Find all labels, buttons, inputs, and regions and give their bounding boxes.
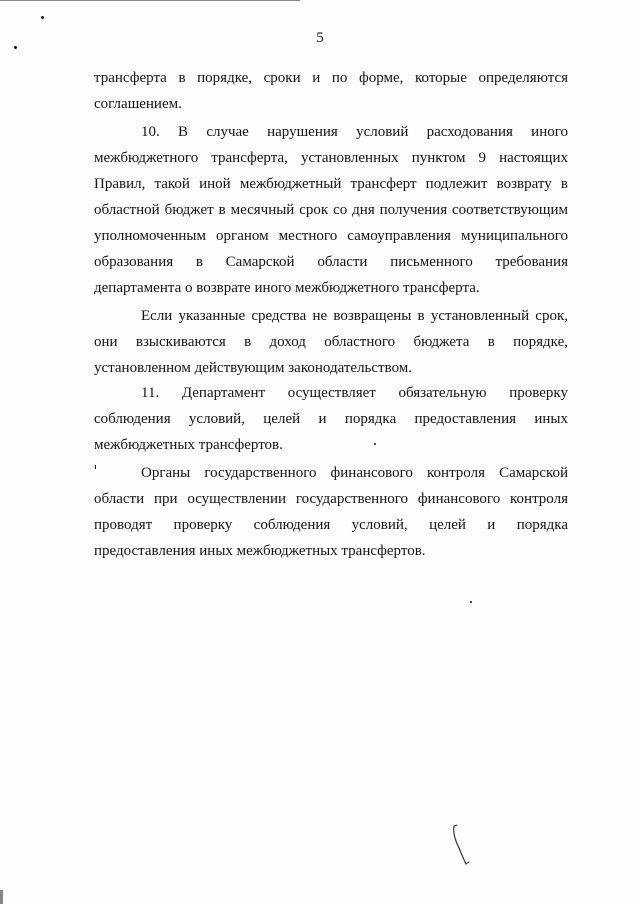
text-line: 10. В случае нарушения условий расходования иного <box>141 124 568 140</box>
scan-edge-line <box>0 890 3 904</box>
scan-dot-mark <box>41 16 44 19</box>
text-line: департамента о возврате иного межбюджетного трансферта. <box>94 280 480 296</box>
text-line: соблюдения условий, целей и порядка предоставления иных <box>94 411 568 427</box>
text-line: области при осуществлении государственного финансового контроля <box>94 491 568 507</box>
text-line: соглашением. <box>94 96 182 112</box>
text-line: областной бюджет в месячный срок со дня получения соответствующим <box>94 202 568 218</box>
text-line: трансферта в порядке, сроки и по форме, которые определяются <box>94 70 568 86</box>
text-line: межбюджетных трансфертов. <box>94 437 283 453</box>
text-line: установленном действующим законодательством. <box>94 360 413 376</box>
text-line: Правил, такой иной межбюджетный трансферт подлежит возврату в <box>94 176 568 192</box>
text-line: предоставления иных межбюджетных трансфертов. <box>94 543 426 559</box>
scan-speck-mark <box>470 601 472 603</box>
handwritten-initial-mark <box>448 822 478 872</box>
text-line: проводят проверку соблюдения условий, целей и порядка <box>94 517 568 533</box>
text-line: межбюджетного трансферта, установленных пунктом 9 настоящих <box>94 150 568 166</box>
scan-speck-mark <box>95 465 96 469</box>
scan-edge-line <box>0 0 300 1</box>
page-number: 5 <box>316 30 324 46</box>
text-line: уполномоченным органом местного самоуправления муниципального <box>94 228 568 244</box>
text-line: Если указанные средства не возвращены в установленный срок, <box>141 308 568 324</box>
scan-speck-mark <box>374 443 376 445</box>
text-line: они взыскиваются в доход областного бюджета в порядке, <box>94 334 568 350</box>
text-line: образования в Самарской области письменного требования <box>94 254 568 270</box>
text-line: Органы государственного финансового контроля Самарской <box>141 465 568 481</box>
text-line: 11. Департамент осуществляет обязательную проверку <box>141 385 568 401</box>
